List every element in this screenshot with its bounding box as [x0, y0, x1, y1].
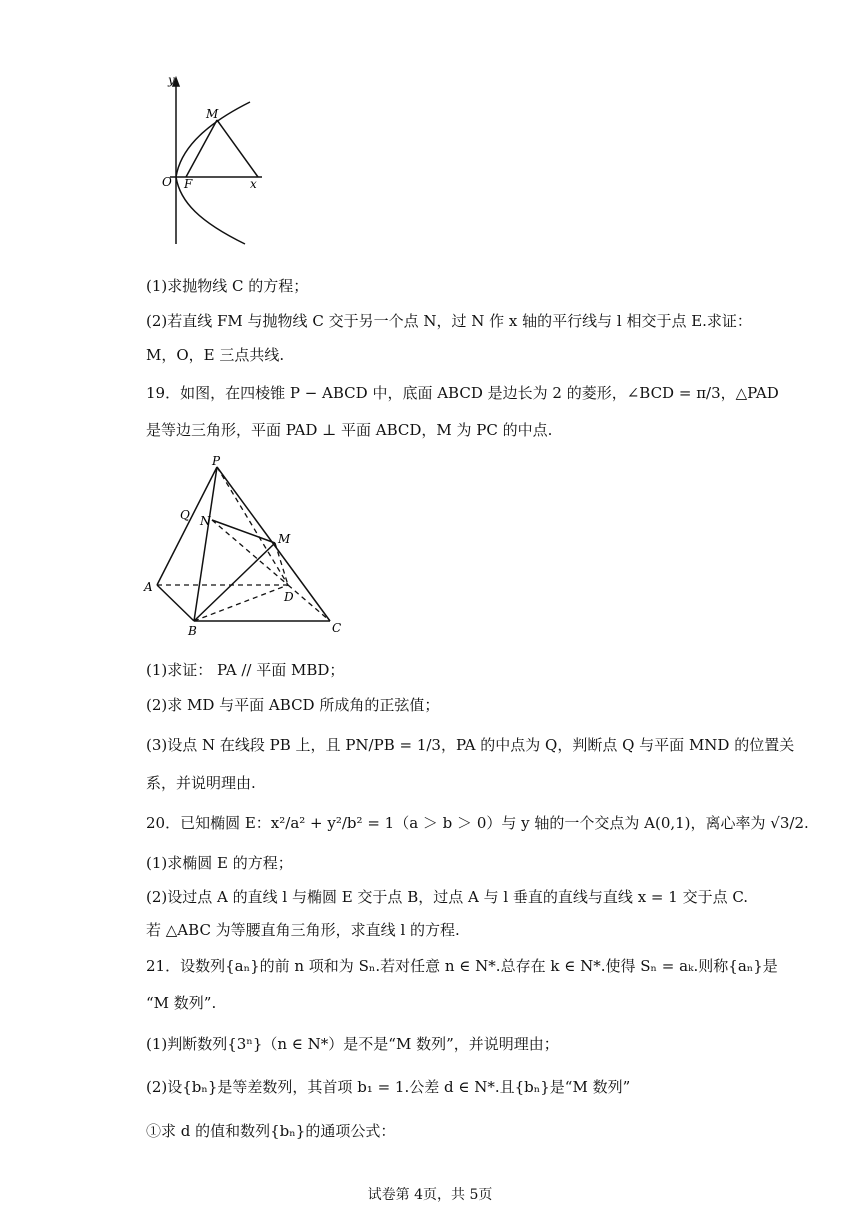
- segment-M-x: [217, 120, 258, 177]
- parabola-figure: [150, 72, 270, 252]
- q19-part3-line2: 系，并说明理由.: [146, 774, 256, 792]
- label-A: A: [144, 580, 153, 594]
- page-footer: 试卷第 4页，共 5页: [367, 1187, 493, 1203]
- q19-stem-line1: 19．如图，在四棱锥 P − ABCD 中，底面 ABCD 是边长为 2 的菱形，∠BCD = π/3，△PAD: [146, 384, 779, 402]
- q20-part2-line1: (2)设过点 A 的直线 l 与椭圆 E 交于点 B，过点 A 与 l 垂直的直线与直线 x = 1 交于点 C.: [146, 888, 749, 906]
- label-O: O: [162, 175, 172, 189]
- q18-part2-line1: (2)若直线 FM 与抛物线 C 交于另一个点 N，过 N 作 x 轴的平行线与 l 相交于点 E.求证：: [146, 312, 752, 330]
- q21-sub1: ①求 d 的值和数列{bₙ}的通项公式：: [146, 1122, 396, 1140]
- edge-NM: [212, 520, 275, 543]
- q20-part2-line2: 若 △ABC 为等腰直角三角形，求直线 l 的方程.: [146, 921, 460, 939]
- q21-part1: (1)判断数列{3ⁿ}（n ∈ N*）是不是“M 数列”，并说明理由；: [146, 1035, 559, 1053]
- q21-stem-line1: 21．设数列{aₙ}的前 n 项和为 Sₙ.若对任意 n ∈ N*.总存在 k ∈ N*.使得 Sₙ = aₖ.则称{aₙ}是: [146, 957, 778, 975]
- label-M: M: [206, 107, 219, 121]
- q19-part2: (2)求 MD 与平面 ABCD 所成角的正弦值；: [146, 696, 440, 714]
- edge-BD: [194, 585, 288, 621]
- q21-stem-line2: “M 数列”.: [146, 994, 217, 1012]
- label-B: B: [188, 624, 197, 638]
- edge-DC: [288, 585, 330, 621]
- label-M: M: [278, 532, 291, 546]
- pyramid-figure: [142, 455, 352, 640]
- label-F: F: [184, 177, 193, 191]
- q18-part1: (1)求抛物线 C 的方程；: [146, 277, 309, 295]
- q19-stem-line2: 是等边三角形，平面 PAD ⊥ 平面 ABCD，M 为 PC 的中点.: [146, 421, 553, 439]
- label-N: N: [200, 514, 211, 528]
- q19-part1: (1)求证： PA // 平面 MBD；: [146, 661, 345, 679]
- q20-stem: 20．已知椭圆 E：x²/a² + y²/b² = 1（a ＞ b ＞ 0）与 y 轴的一个交点为 A(0,1)，离心率为 √3/2.: [146, 814, 809, 832]
- edge-AB: [157, 585, 194, 621]
- q20-part1: (1)求椭圆 E 的方程；: [146, 854, 293, 872]
- label-y: y: [168, 73, 175, 87]
- label-x: x: [250, 177, 257, 191]
- q19-part3-line1: (3)设点 N 在线段 PB 上，且 PN/PB = 1/3，PA 的中点为 Q，判断点 Q 与平面 MND 的位置关: [146, 736, 795, 754]
- q18-part2-line2: M，O，E 三点共线.: [146, 346, 285, 364]
- label-D: D: [284, 590, 294, 604]
- edge-BM: [194, 543, 275, 621]
- q21-part2: (2)设{bₙ}是等差数列，其首项 b₁ = 1.公差 d ∈ N*.且{bₙ}是“M 数列”: [146, 1078, 631, 1096]
- label-C: C: [332, 621, 342, 635]
- segment-FM: [186, 120, 217, 177]
- label-P: P: [212, 455, 221, 468]
- edge-ND: [212, 520, 288, 585]
- label-Q: Q: [180, 508, 190, 522]
